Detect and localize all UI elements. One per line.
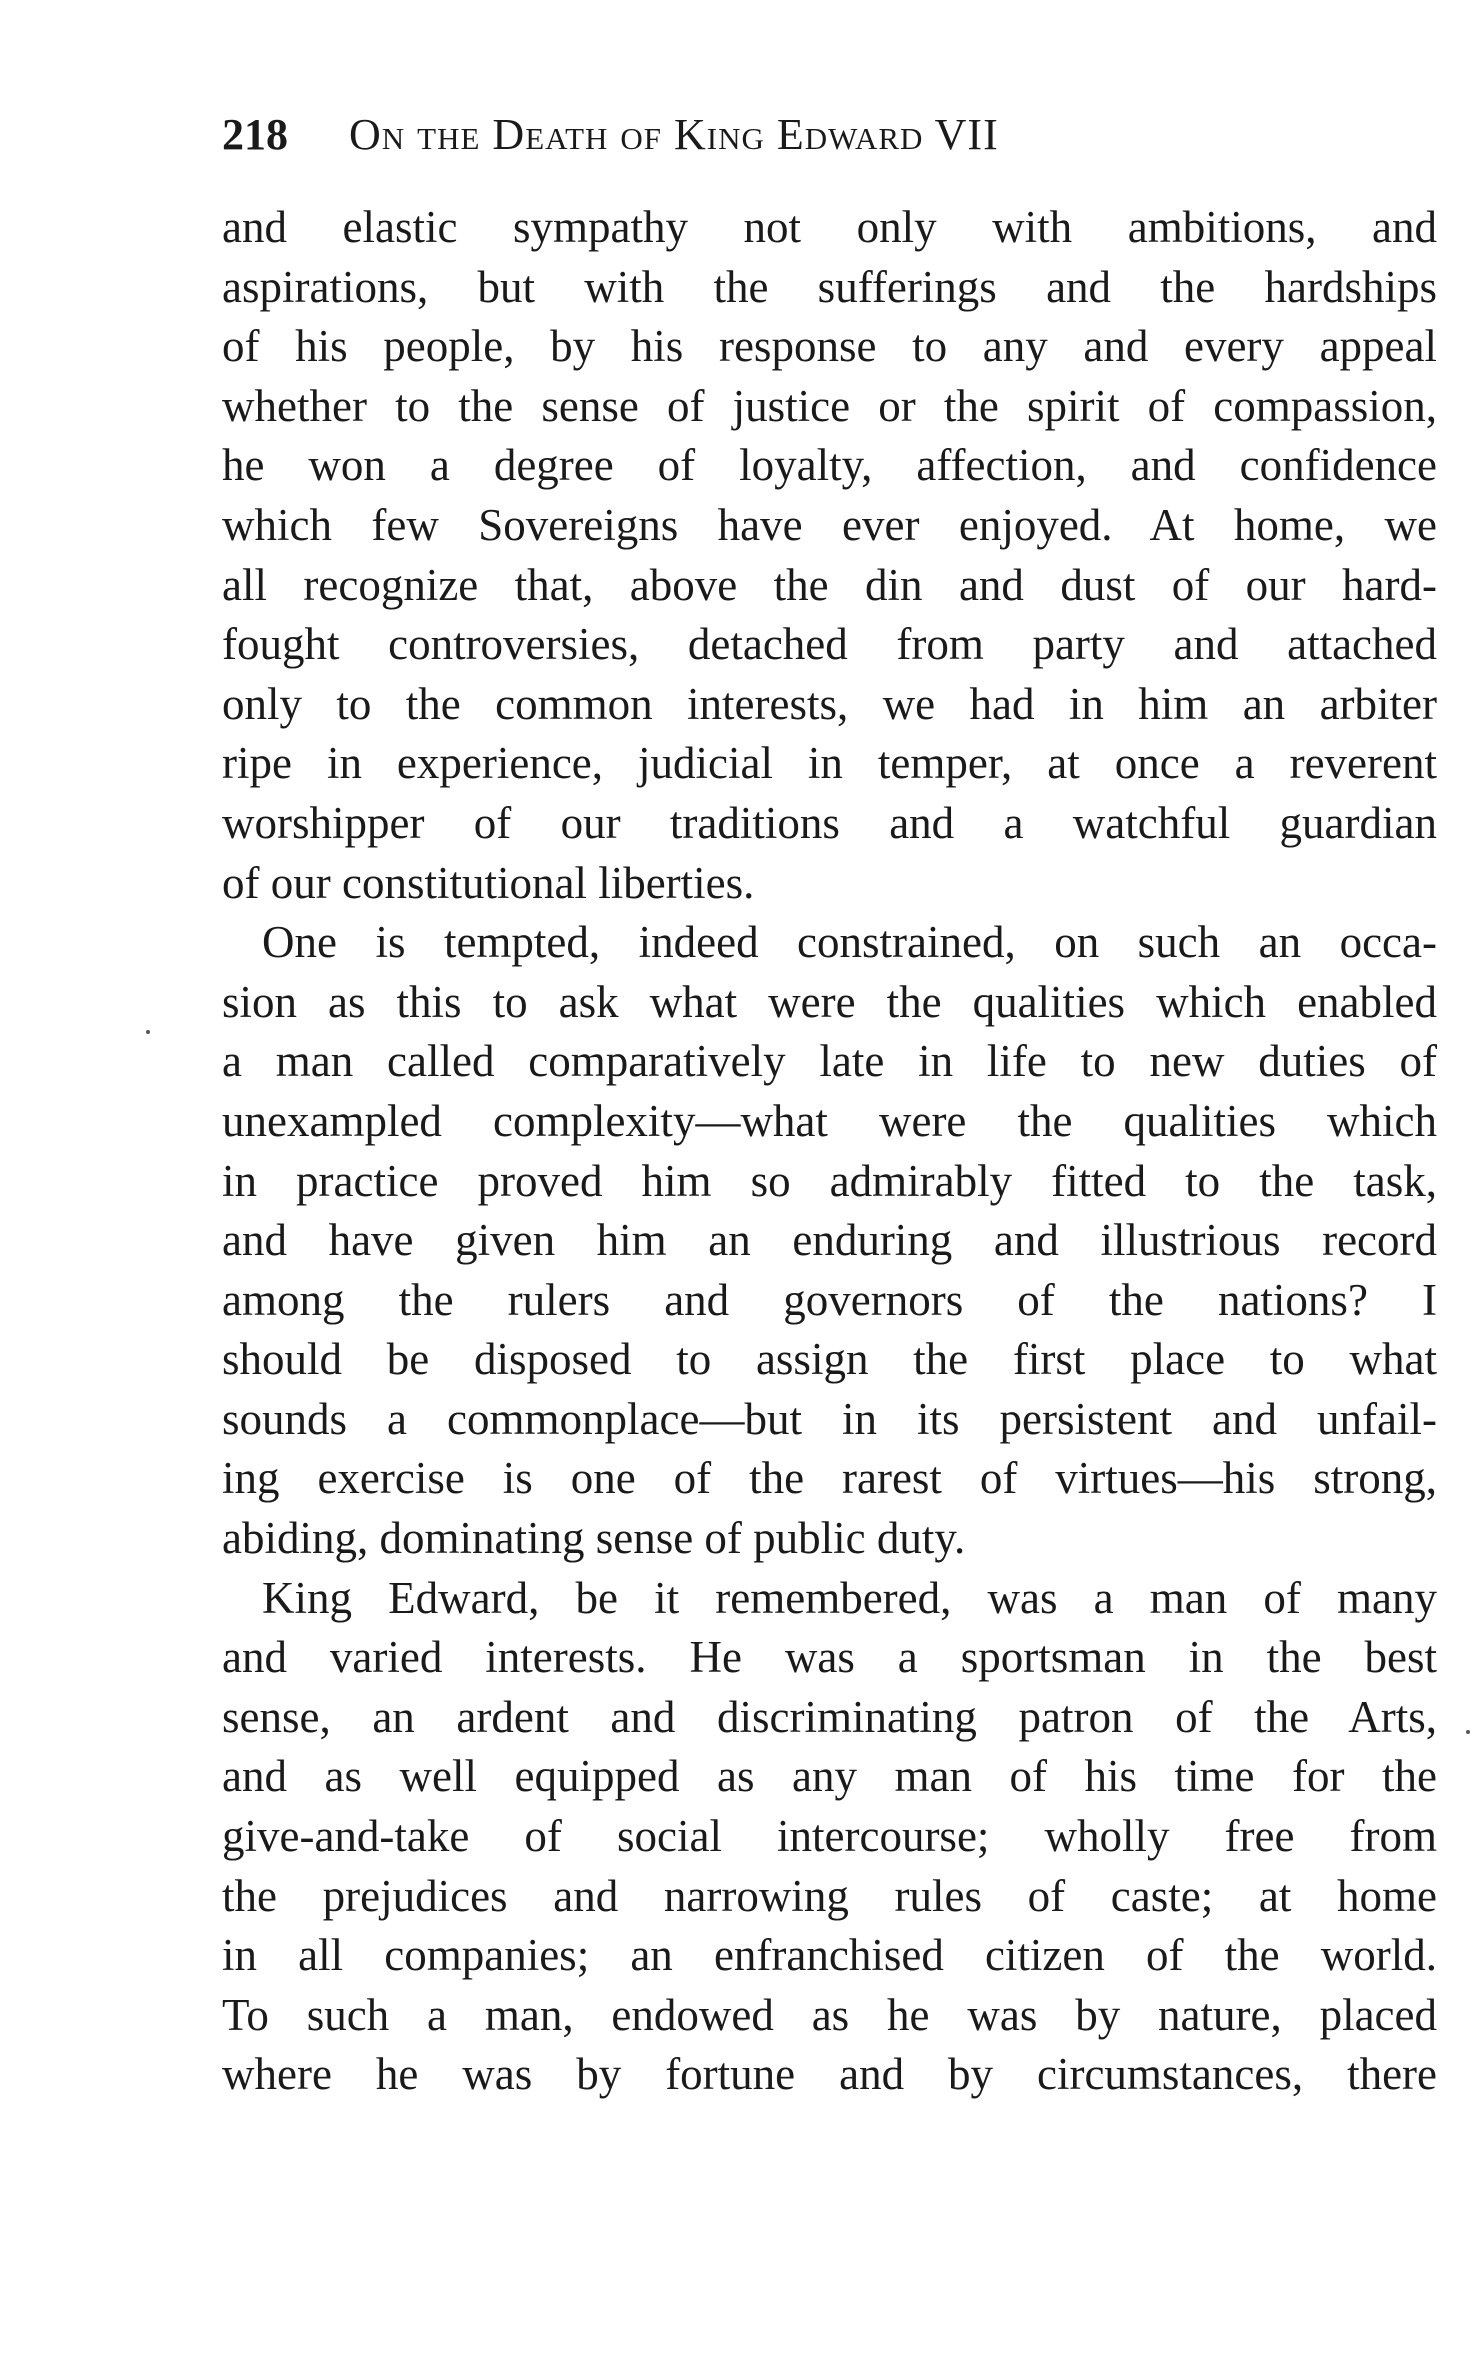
text-line: and elastic sympathy not only with ambitions, and <box>222 202 1437 252</box>
text-line: ripe in experience, judicial in temper, at once a reverent <box>222 738 1437 789</box>
text-line: unexampled complexity—what were the qualities which <box>222 1095 1437 1146</box>
text-line: worshipper of our traditions and a watchful guardian <box>222 797 1437 848</box>
text-line: sense, an ardent and discriminating patron of the Arts, <box>222 1691 1437 1742</box>
running-head: On the Death of King Edward VII <box>349 110 999 159</box>
text-line: among the rulers and governors of the nations? I <box>222 1274 1437 1325</box>
body-text <box>222 198 1437 2105</box>
text-line: in all companies; an enfranchised citizen of the world. <box>222 1930 1437 1981</box>
text-line: whether to the sense of justice or the spirit of compassion, <box>222 380 1437 431</box>
text-line: only to the common interests, we had in him an arbiter <box>222 678 1437 729</box>
text-line: abiding, dominating sense of public duty. <box>222 1513 966 1564</box>
text-line: aspirations, but with the sufferings and the hardships <box>222 261 1437 312</box>
text-line: ing exercise is one of the rarest of virtues—his strong, <box>222 1453 1437 1504</box>
text-line: should be disposed to assign the first place to what <box>222 1334 1437 1385</box>
paragraph-first-line: King Edward, be it remembered, was a man of many <box>262 1572 1437 1623</box>
text-line: he won a degree of loyalty, affection, and confidence <box>222 440 1437 491</box>
text-line: which few Sovereigns have ever enjoyed. At home, we <box>222 499 1437 550</box>
text-line: To such a man, endowed as he was by nature, placed <box>222 1989 1437 2040</box>
text-line: all recognize that, above the din and dust of our hard- <box>222 559 1437 610</box>
text-line: of our constitutional liberties. <box>222 857 755 908</box>
text-line: and varied interests. He was a sportsman in the best <box>222 1632 1437 1683</box>
text-line: of his people, by his response to any and every appeal <box>222 321 1437 372</box>
text-line: the prejudices and narrowing rules of caste; at home <box>222 1870 1437 1921</box>
text-line: a man called comparatively late in life to new duties of <box>222 1036 1437 1087</box>
text-line: sion as this to ask what were the qualities which enabled <box>222 976 1437 1027</box>
text-line: in practice proved him so admirably fitted to the task, <box>222 1155 1437 1206</box>
text-line: sounds a commonplace—but in its persistent and unfail- <box>222 1393 1437 1444</box>
page-number: 218 <box>222 110 288 159</box>
text-line: fought controversies, detached from party and attached <box>222 619 1437 670</box>
margin-speck <box>1466 1730 1470 1734</box>
paragraph-first-line: One is tempted, indeed constrained, on such an occa- <box>262 917 1437 968</box>
text-line: and as well equipped as any man of his time for the <box>222 1751 1437 1802</box>
text-line: where he was by fortune and by circumstances, there <box>222 2049 1437 2100</box>
page-header <box>222 100 1282 170</box>
text-line: and have given him an enduring and illustrious record <box>222 1215 1437 1266</box>
text-line: give-and-take of social intercourse; wholly free from <box>222 1811 1437 1862</box>
margin-speck <box>146 1030 150 1034</box>
